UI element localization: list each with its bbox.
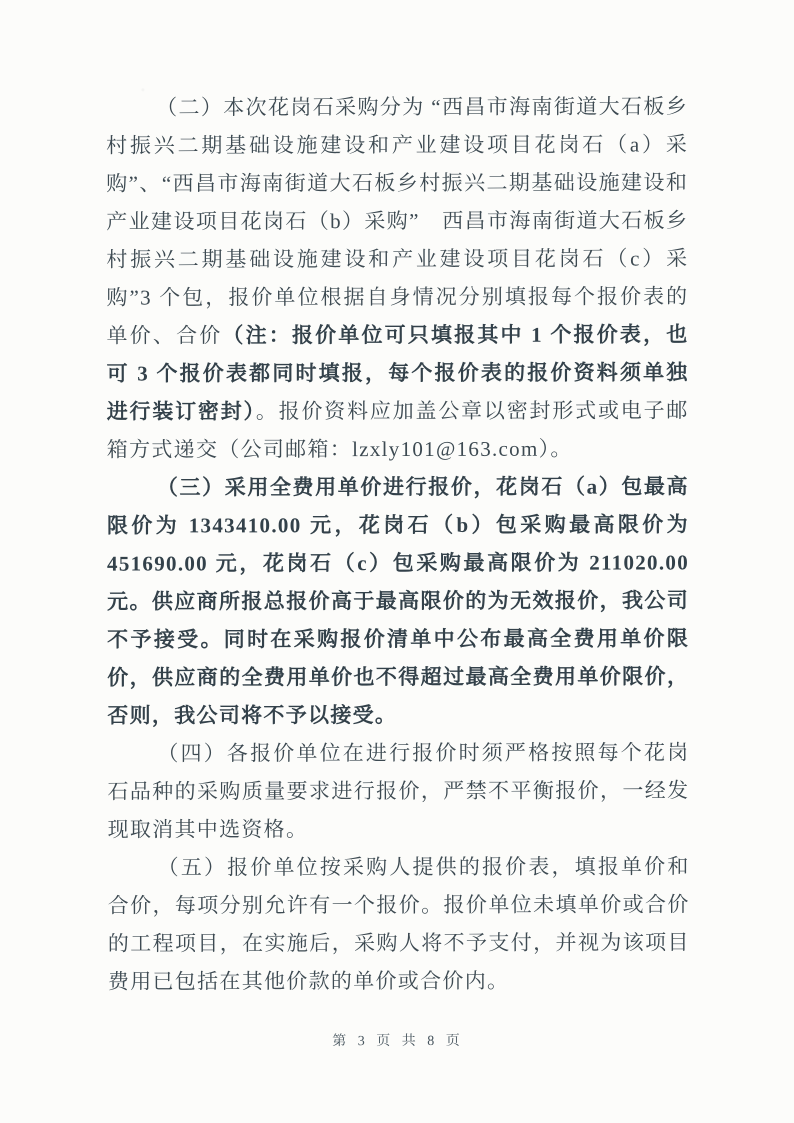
- text-segment: （五）报价单位按采购人提供的报价表，填报单价和合价，每项分别允许有一个报价。报价单位未填单价或合价的工程项目，在实施后，采购人将不予支付，并视为该项目费用已包括在其他价款的单价或合价内。: [107, 854, 690, 994]
- bold-text-segment: （注：报价单位可只填报其中 1 个报价表，也可 3 个报价表都同时填报，每个报价表的报价资料须单独进行装订密封）: [106, 322, 689, 424]
- paragraph-para-4: [107, 733, 689, 848]
- bold-text-segment: （三）采用全费用单价进行报价，花岗石（a）包最高限价为 1343410.00 元，花岗石（b）包采购最高限价为 451690.00 元，花岗石（c）包采购最高限价为 211020.00 元。供应商所报总报价高于最高限价的为无效报价，我公司不予接受。同时在采购报价清单中公布最高全费用单价限价，供应商的全费用单价也不得超过最高全费用单价限价，否则，我公司将不予以接受。: [106, 474, 690, 728]
- text-segment: 。报价资料应加盖公章以密封形式或电子邮箱方式递交（公司邮箱：lzxly101@163.com）。: [106, 398, 689, 462]
- paragraph-para-3: [107, 467, 690, 734]
- paragraph-para-5: [108, 847, 690, 1000]
- text-segment: （四）各报价单位在进行报价时须严格按照每个花岗石品种的采购质量要求进行报价，严禁不平衡报价，一经发现取消其中选资格。: [107, 740, 690, 842]
- text-segment: （二）本次花岗石采购分为 “西昌市海南街道大石板乡村振兴二期基础设施建设和产业建设项目花岗石（a）采购”、“西昌市海南街道大石板乡村振兴二期基础设施建设和产业建设项目花岗石（b）采购” 西昌市海南街道大石板乡村振兴二期基础设施建设和产业建设项目花岗石（c）采购”3 个包，报价单位根据自身情况分别填报每个报价表的单价、合价: [106, 94, 689, 348]
- paragraph-para-2: [106, 87, 689, 468]
- page-number-footer: 第 3 页 共 8 页: [332, 1033, 464, 1050]
- document-body: [106, 87, 690, 1000]
